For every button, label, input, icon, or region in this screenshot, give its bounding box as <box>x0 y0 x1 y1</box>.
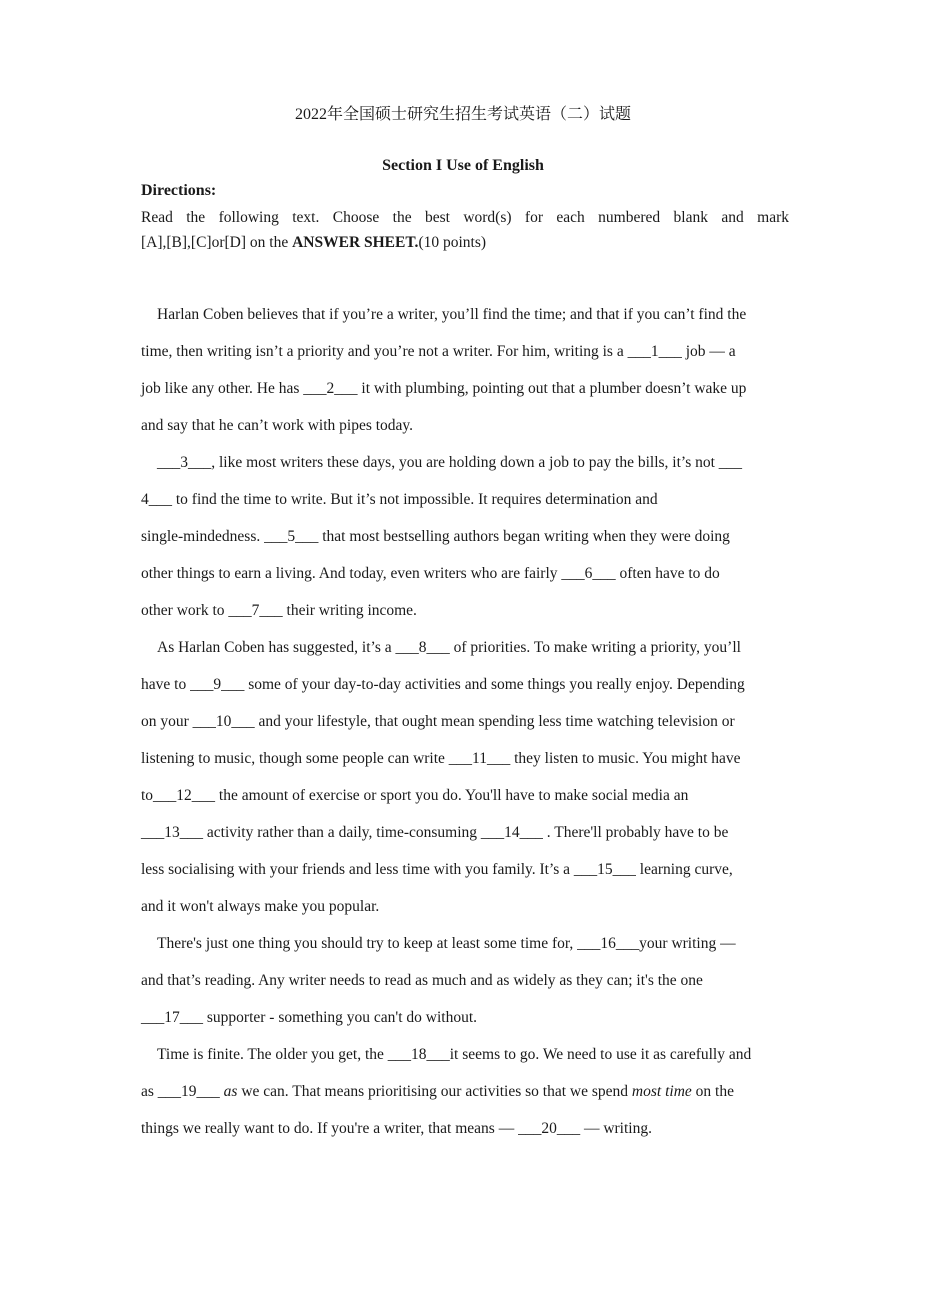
directions-line-2-text: [A],[B],[C]or[D] on the <box>141 234 293 251</box>
directions-points: (10 points) <box>418 234 487 251</box>
directions-text <box>141 205 789 255</box>
exam-title: 2022年全国硕士研究生招生考试英语（二）试题 <box>294 106 631 123</box>
passage-line: and that’s reading. Any writer needs to read as much and as widely as they can; it's the one <box>141 972 703 989</box>
directions-label: Directions: <box>141 182 217 199</box>
passage-line: things we really want to do. If you're a writer, that means — ___20___ — writing. <box>141 1120 652 1137</box>
passage-line: As Harlan Coben has suggested, it’s a ___8___ of priorities. To make writing a priority, you’ll <box>157 639 741 656</box>
passage-line: to___12___ the amount of exercise or sport you do. You'll have to make social media an <box>141 787 689 804</box>
answer-sheet-label: ANSWER SHEET. <box>292 234 419 251</box>
directions-line-2 <box>141 234 486 251</box>
passage-line: ___13___ activity rather than a daily, time-consuming ___14___ . There'll probably have to be <box>141 824 729 841</box>
passage-line: listening to music, though some people can write ___11___ they listen to music. You might have <box>141 750 741 767</box>
passage-text: we can. That means prioritising our activities so that we spend <box>237 1083 632 1100</box>
passage-line: single-mindedness. ___5___ that most bestselling authors began writing when they were doing <box>141 528 730 545</box>
passage-line: other things to earn a living. And today, even writers who are fairly ___6___ often have to do <box>141 565 720 582</box>
directions-line-1: Read the following text. Choose the best word(s) for each numbered blank and mark <box>141 209 789 226</box>
passage-italic-text: as <box>223 1083 238 1100</box>
cloze-passage <box>141 296 791 1147</box>
passage-text: on the <box>691 1083 734 1100</box>
passage-line: 4___ to find the time to write. But it’s not impossible. It requires determination and <box>141 491 658 508</box>
passage-line: There's just one thing you should try to keep at least some time for, ___16___your writing — <box>157 935 736 952</box>
passage-text: as ___19___ <box>141 1083 224 1100</box>
passage-line: and say that he can’t work with pipes today. <box>141 417 414 434</box>
passage-line: time, then writing isn’t a priority and you’re not a writer. For him, writing is a ___1___ job — a <box>141 343 736 360</box>
passage-line-mixed <box>141 1073 791 1110</box>
passage-line: ___3___, like most writers these days, you are holding down a job to pay the bills, it’s not ___ <box>157 454 743 471</box>
section-heading: Section I Use of English <box>382 157 544 174</box>
passage-line: ___17___ supporter - something you can't do without. <box>141 1009 478 1026</box>
passage-line: have to ___9___ some of your day-to-day activities and some things you really enjoy. Depending <box>141 676 745 693</box>
passage-line: and it won't always make you popular. <box>141 898 380 915</box>
passage-line: job like any other. He has ___2___ it with plumbing, pointing out that a plumber doesn’t wake up <box>141 380 747 397</box>
passage-line: Harlan Coben believes that if you’re a writer, you’ll find the time; and that if you can’t find the <box>157 306 747 323</box>
passage-line: on your ___10___ and your lifestyle, that ought mean spending less time watching television or <box>141 713 735 730</box>
passage-line: other work to ___7___ their writing income. <box>141 602 417 619</box>
passage-line: Time is finite. The older you get, the ___18___it seems to go. We need to use it as carefully and <box>157 1046 752 1063</box>
passage-italic-text: most time <box>631 1083 692 1100</box>
passage-line: less socialising with your friends and less time with you family. It’s a ___15___ learning curve, <box>141 861 733 878</box>
